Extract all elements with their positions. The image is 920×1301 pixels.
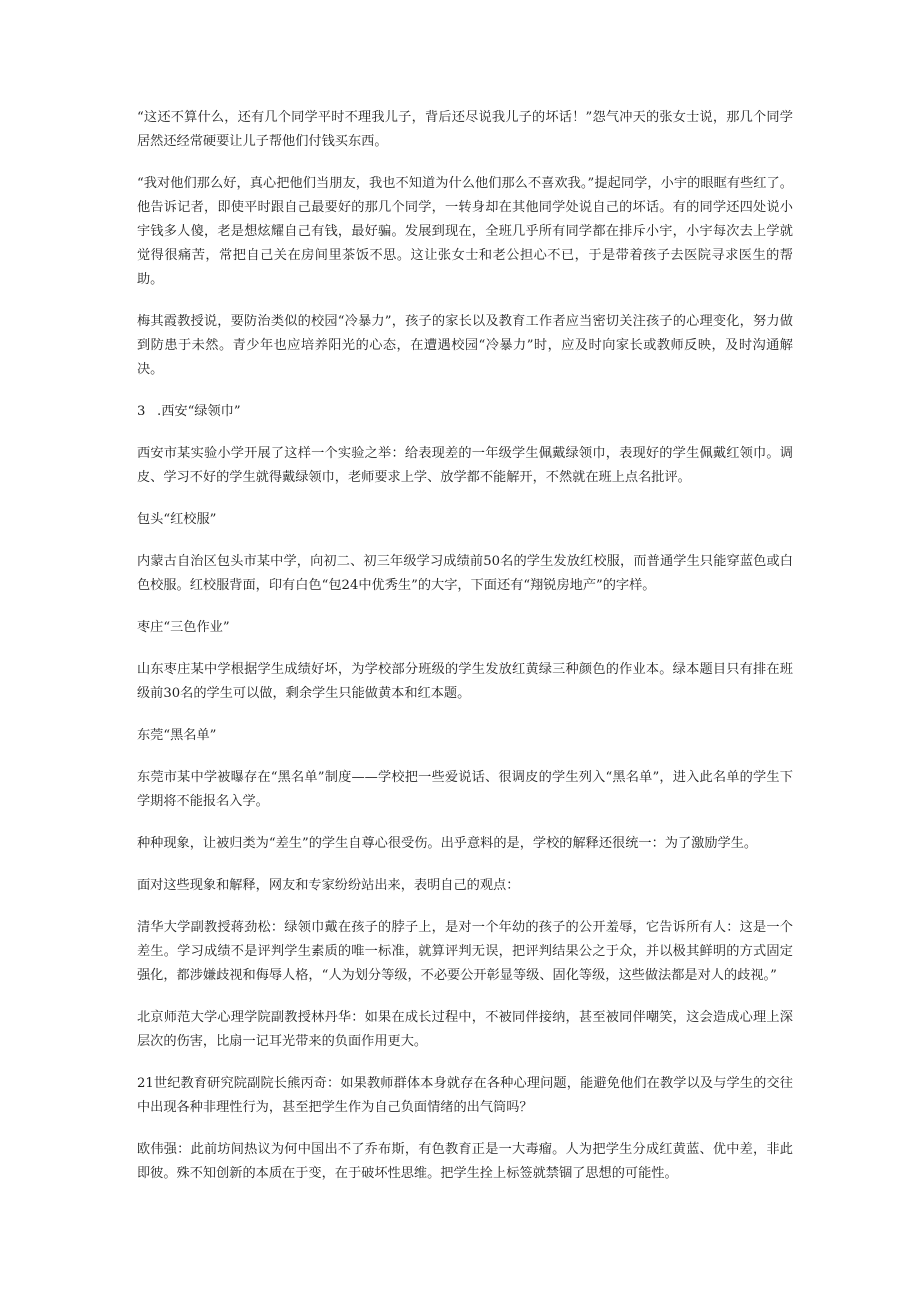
section-heading-zaozhuang: 枣庄“三色作业”	[137, 620, 230, 635]
paragraph-dongguan-blacklist: 东莞市某中学被曝存在“黑名单”制度——学校把一些爱说话、很调皮的学生列入“黑名单”，进入此名单的学生下学期将不能报名入学。	[137, 770, 793, 809]
section-title: .西安“绿领巾”	[157, 404, 241, 419]
paragraph-xian-green-scarf: 西安市某实验小学开展了这样一个实验之举：给表现差的一年级学生佩戴绿领巾，表现好的学生佩戴红领巾。调皮、学习不好的学生就得戴绿领巾，老师要求上学、放学都不能解开，不然就在班上点名批评。	[137, 446, 793, 485]
paragraph-opinions-intro: 面对这些现象和解释，网友和专家纷纷站出来，表明自己的观点：	[137, 878, 520, 893]
paragraph-opinion-jiang: 清华大学副教授蒋劲松：绿领巾戴在孩子的脖子上，是对一个年幼的孩子的公开羞辱，它告诉所有人：这是一个差生。学习成绩不是评判学生素质的唯一标准，就算评判无误，把评判结果公之于众，并以极其鲜明的方式固定强化，都涉嫌歧视和侮辱人格，“人为划分等级，不必要公开彰显等级、固化等级，这些做法都是对人的歧视。”	[137, 920, 793, 983]
paragraph-professor-advice: 梅其霞教授说，要防治类似的校园“冷暴力”，孩子的家长以及教育工作者应当密切关注孩子的心理变化，努力做到防患于未然。青少年也应培养阳光的心态，在遭遇校园“冷暴力”时，应及时向家长或教师反映，及时沟通解决。	[137, 314, 793, 377]
paragraph-zaozhuang-homework: 山东枣庄某中学根据学生成绩好坏，为学校部分班级的学生发放红黄绿三种颜色的作业本。绿本题目只有排在班级前30名的学生可以做，剩余学生只能做黄本和红本题。	[137, 662, 793, 701]
paragraph-opinion-xiong: 21世纪教育研究院副院长熊丙奇：如果教师群体本身就存在各种心理问题，能避免他们在教学以及与学生的交往中出现各种非理性行为，甚至把学生作为自己负面情绪的出气筒吗？	[137, 1076, 793, 1115]
document-body	[137, 106, 793, 1204]
paragraph-phenomena: 种种现象，让被归类为“差生”的学生自尊心很受伤。出乎意料的是，学校的解释还很统一：为了激励学生。	[137, 836, 758, 851]
section-number: 3	[137, 404, 146, 419]
paragraph-opinion-ou: 欧伟强：此前坊间热议为何中国出不了乔布斯，有色教育正是一大毒瘤。人为把学生分成红黄蓝、优中差，非此即彼。殊不知创新的本质在于变，在于破坏性思维。把学生拴上标签就禁锢了思想的可能性。	[137, 1142, 793, 1181]
section-heading-baotou: 包头“红校服”	[137, 512, 217, 527]
section-heading-xian	[137, 400, 793, 424]
section-heading-dongguan: 东莞“黑名单”	[137, 728, 217, 743]
paragraph-baotou-red-uniform: 内蒙古自治区包头市某中学，向初二、初三年级学习成绩前50名的学生发放红校服，而普通学生只能穿蓝色或白色校服。红校服背面，印有白色“包24中优秀生”的大字，下面还有“翔锐房地产”的字样。	[137, 554, 793, 593]
paragraph-xiaoyu-story: “我对他们那么好，真心把他们当朋友，我也不知道为什么他们那么不喜欢我。”提起同学，小宇的眼眶有些红了。他告诉记者，即使平时跟自己最要好的那几个同学，一转身却在其他同学处说自己的坏话。有的同学还四处说小宇钱多人傻，老是想炫耀自己有钱，最好骗。发展到现在，全班几乎所有同学都在排斥小宇，小宇每次去上学就觉得很痛苦，常把自己关在房间里茶饭不思。这让张女士和老公担心不已，于是带着孩子去医院寻求医生的帮助。	[137, 176, 793, 287]
paragraph-mother-complaint: “这还不算什么，还有几个同学平时不理我儿子，背后还尽说我儿子的坏话！”怨气冲天的张女士说，那几个同学居然还经常硬要让儿子帮他们付钱买东西。	[137, 110, 793, 149]
paragraph-opinion-lin: 北京师范大学心理学院副教授林丹华：如果在成长过程中，不被同伴接纳，甚至被同伴嘲笑，这会造成心理上深层次的伤害，比扇一记耳光带来的负面作用更大。	[137, 1010, 793, 1049]
